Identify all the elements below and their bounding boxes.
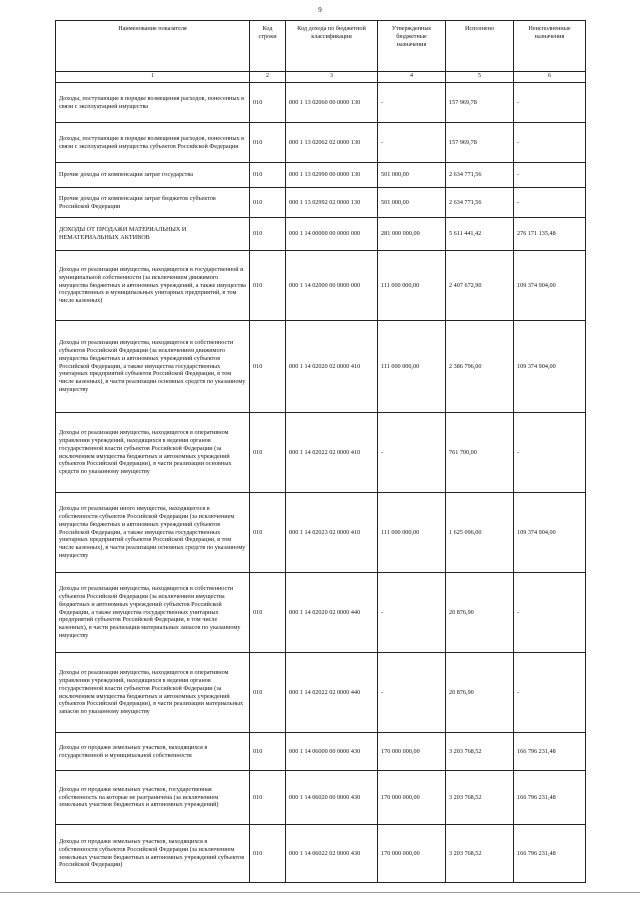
row-unexecuted: 109 374 904,00	[514, 251, 586, 321]
row-executed: 157 969,78	[446, 123, 514, 163]
row-name: Доходы от реализации имущества, находящегося в государственной и муниципальной собственности (за исключением движимого имущества бюджетных и автономных учреждений, а также имущества государственных и муниципальных унитарных предприятий, в том числе казенных)	[56, 251, 250, 321]
row-kbk: 000 1 14 02020 02 0000 410	[286, 321, 378, 413]
row-executed: 2 386 796,00	[446, 321, 514, 413]
row-unexecuted: 276 171 135,48	[514, 218, 586, 251]
row-approved: 111 000 000,00	[378, 251, 446, 321]
row-name: Доходы от реализации иного имущества, находящегося в собственности субъектов Российской Федерации (за исключением имущества бюджетных и автономных учреждений субъектов Российской Федерации, а также имущества государственных унитарных предприятий субъектов Российской Федерации, в том числе казенных), в части реализации основных средств по указанному имуществу	[56, 493, 250, 573]
row-name: Доходы от продажи земельных участков, находящихся в государственной и муниципальной собственности	[56, 733, 250, 771]
row-approved: -	[378, 573, 446, 653]
row-approved: 170 000 000,00	[378, 825, 446, 883]
row-executed: 5 611 441,42	[446, 218, 514, 251]
row-approved: 170 000 000,00	[378, 733, 446, 771]
row-name: Доходы от продажи земельных участков, находящихся в собственности субъектов Российской Федерации (за исключением земельных участков бюджетных и автономных учреждений субъектов Российской Федерации)	[56, 825, 250, 883]
header-income-code: Код дохода по бюджетной классификации	[286, 21, 378, 72]
row-executed: 1 625 096,00	[446, 493, 514, 573]
row-name: Доходы от реализации имущества, находящегося в оперативном управлении учреждений, находящихся в ведении органов государственной власти субъектов Российской Федерации (за исключением имущества бюджетных и автономных учреждений субъектов Российской Федерации), в части реализации основных средств по указанному имуществу	[56, 413, 250, 493]
row-kbk: 000 1 14 02020 02 0000 440	[286, 573, 378, 653]
row-code: 010	[250, 771, 286, 825]
table-row	[56, 573, 586, 653]
row-name: Доходы от реализации имущества, находящегося в оперативном управлении учреждений, находящихся в ведении органов государственной власти субъектов Российской Федерации (за исключением имущества бюджетных и автономных учреждений субъектов Российской Федерации), в части реализации материальных запасов по указанному имуществу	[56, 653, 250, 733]
row-name: Доходы от реализации имущества, находящегося в собственности субъектов Российской Федерации (за исключением имущества бюджетных и автономных учреждений субъектов Российской Федерации, а также имущества государственных унитарных предприятий субъектов Российской Федерации, в том числе казенных), в части реализации материальных запасов по указанному имуществу	[56, 573, 250, 653]
row-name: Доходы от продажи земельных участков, государственная собственность на которые не разграничена (за исключением земельных участков бюджетных и автономных учреждений)	[56, 771, 250, 825]
row-executed: 20 876,90	[446, 573, 514, 653]
row-executed: 20 876,90	[446, 653, 514, 733]
table-row	[56, 653, 586, 733]
header-unexecuted: Неисполненные назначения	[514, 21, 586, 72]
header-name: Наименование показателя	[56, 21, 250, 72]
row-code: 010	[250, 413, 286, 493]
column-number: 5	[446, 72, 514, 83]
row-executed: 2 407 672,90	[446, 251, 514, 321]
row-executed: 761 700,00	[446, 413, 514, 493]
column-number: 2	[250, 72, 286, 83]
row-unexecuted: 109 374 904,00	[514, 321, 586, 413]
header-approved: Утвержденные бюджетные назначения	[378, 21, 446, 72]
row-unexecuted: 166 796 231,48	[514, 733, 586, 771]
table-row	[56, 733, 586, 771]
row-kbk: 000 1 13 02062 02 0000 130	[286, 123, 378, 163]
row-approved: 281 000 000,00	[378, 218, 446, 251]
column-number: 4	[378, 72, 446, 83]
row-name: Доходы от реализации имущества, находящегося в собственности субъектов Российской Федерации (за исключением движимого имущества бюджетных и автономных учреждений субъектов Российской Федерации, а также имущества государственных унитарных предприятий субъектов Российской Федерации, в том числе казенных), в части реализации основных средств по указанному имуществу	[56, 321, 250, 413]
column-number: 6	[514, 72, 586, 83]
row-kbk: 000 1 14 06022 02 0000 430	[286, 825, 378, 883]
page-bottom-rule	[0, 892, 640, 893]
row-unexecuted: -	[514, 653, 586, 733]
row-approved: 170 000 000,00	[378, 771, 446, 825]
row-name: Доходы, поступающие в порядке возмещения расходов, понесенных в связи с эксплуатацией имущества	[56, 83, 250, 123]
row-code: 010	[250, 653, 286, 733]
row-unexecuted: -	[514, 123, 586, 163]
row-unexecuted: 166 796 231,48	[514, 771, 586, 825]
row-kbk: 000 1 14 02022 02 0000 440	[286, 653, 378, 733]
row-kbk: 000 1 14 02022 02 0000 410	[286, 413, 378, 493]
row-approved: 501 000,00	[378, 163, 446, 188]
row-approved: -	[378, 653, 446, 733]
row-code: 010	[250, 163, 286, 188]
table-row	[56, 163, 586, 188]
income-report-table	[55, 20, 586, 883]
row-executed: 3 203 768,52	[446, 771, 514, 825]
page-number: 9	[318, 6, 322, 14]
column-number: 3	[286, 72, 378, 83]
header-row-code: Код строки	[250, 21, 286, 72]
row-approved: 111 000 000,00	[378, 493, 446, 573]
row-approved: 501 000,00	[378, 188, 446, 218]
table-row	[56, 218, 586, 251]
row-executed: 3 203 768,52	[446, 733, 514, 771]
row-approved: -	[378, 123, 446, 163]
row-approved: -	[378, 413, 446, 493]
row-kbk: 000 1 14 02023 02 0000 410	[286, 493, 378, 573]
table-row	[56, 188, 586, 218]
row-code: 010	[250, 825, 286, 883]
row-code: 010	[250, 573, 286, 653]
table-row	[56, 493, 586, 573]
row-kbk: 000 1 14 00000 00 0000 000	[286, 218, 378, 251]
row-executed: 2 634 771,56	[446, 163, 514, 188]
table-row	[56, 321, 586, 413]
row-code: 010	[250, 83, 286, 123]
row-kbk: 000 1 13 02990 00 0000 130	[286, 163, 378, 188]
table-row	[56, 123, 586, 163]
row-code: 010	[250, 218, 286, 251]
row-code: 010	[250, 321, 286, 413]
row-unexecuted: -	[514, 573, 586, 653]
row-executed: 2 634 771,56	[446, 188, 514, 218]
row-approved: 111 000 000,00	[378, 321, 446, 413]
row-code: 010	[250, 493, 286, 573]
row-code: 010	[250, 733, 286, 771]
row-executed: 3 203 768,52	[446, 825, 514, 883]
header-row	[56, 21, 586, 72]
row-approved: -	[378, 83, 446, 123]
header-executed: Исполнено	[446, 21, 514, 72]
table-row	[56, 251, 586, 321]
row-name: ДОХОДЫ ОТ ПРОДАЖИ МАТЕРИАЛЬНЫХ И НЕМАТЕРИАЛЬНЫХ АКТИВОВ	[56, 218, 250, 251]
table-row	[56, 413, 586, 493]
row-code: 010	[250, 188, 286, 218]
row-unexecuted: -	[514, 163, 586, 188]
row-unexecuted: -	[514, 83, 586, 123]
row-executed: 157 969,78	[446, 83, 514, 123]
table-row	[56, 825, 586, 883]
column-number-row	[56, 72, 586, 83]
row-name: Доходы, поступающие в порядке возмещения расходов, понесенных в связи с эксплуатацией имущества субъектов Российской Федерации	[56, 123, 250, 163]
row-kbk: 000 1 14 06020 00 0000 430	[286, 771, 378, 825]
row-unexecuted: 109 374 904,00	[514, 493, 586, 573]
table-row	[56, 771, 586, 825]
row-unexecuted: -	[514, 413, 586, 493]
row-unexecuted: 166 796 231,48	[514, 825, 586, 883]
table-row	[56, 83, 586, 123]
row-kbk: 000 1 14 02000 00 0000 000	[286, 251, 378, 321]
row-name: Прочие доходы от компенсации затрат государства	[56, 163, 250, 188]
row-code: 010	[250, 123, 286, 163]
column-number: 1	[56, 72, 250, 83]
row-code: 010	[250, 251, 286, 321]
row-name: Прочие доходы от компенсации затрат бюджетов субъектов Российской Федерации	[56, 188, 250, 218]
row-kbk: 000 1 14 06000 00 0000 430	[286, 733, 378, 771]
row-unexecuted: -	[514, 188, 586, 218]
row-kbk: 000 1 13 02992 02 0000 130	[286, 188, 378, 218]
row-kbk: 000 1 13 02060 00 0000 130	[286, 83, 378, 123]
